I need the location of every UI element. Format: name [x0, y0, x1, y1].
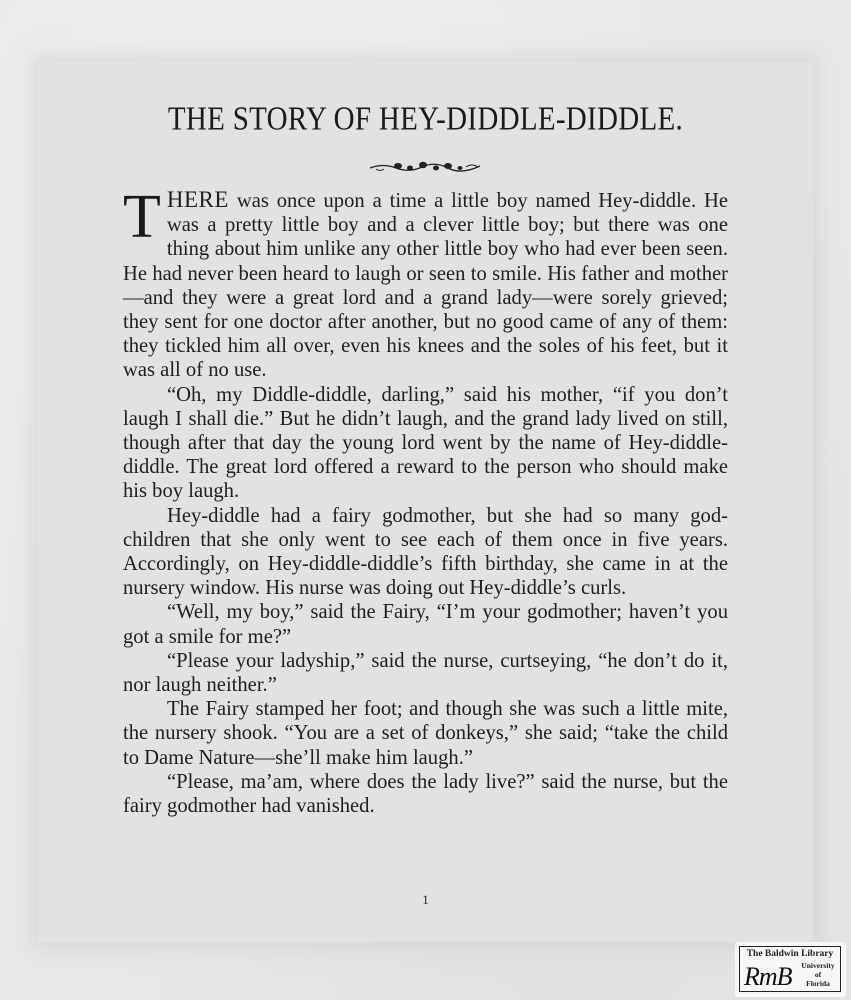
paragraph: “Well, my boy,” said the Fairy, “I’m your godmother; haven’t you got a smile for me?”	[123, 601, 728, 648]
stamp-line: Florida	[806, 979, 830, 988]
lead-word: HERE	[166, 187, 229, 212]
story-body	[123, 183, 728, 818]
stamp-university	[798, 961, 838, 988]
library-stamp	[735, 942, 846, 997]
paragraph: Hey-diddle had a fairy godmother, but she had so many god-children that she only went to see each of them once in five years. Accordingly, on Hey-diddle-diddle’s fifth birthday, she came in at the nursery window. His nurse was doing out Hey-diddle’s curls.	[123, 504, 728, 600]
paragraph: “Please, ma’am, where does the lady live?” said the nurse, but the fairy godmother had vanished.	[123, 770, 728, 818]
paragraph: The Fairy stamped her foot; and though she was such a little mite, the nursery shook. “You are a set of donkeys,” she said; “take the child to Dame Nature—she’ll make him laugh.”	[123, 698, 728, 769]
paragraph-text: was once upon a time a little boy named Hey-diddle. He was a pretty little boy and a clever little boy; but there was one thing about him unlike any other little boy who had ever been seen. He had never been heard to laugh or seen to smile. His father and mother—and they were a great lord and a grand lady—were sorely grieved; they sent for one doctor after another, but no good came of any of them: they tickled him all over, even his knees and the soles of his feet, but it was all of no use.	[123, 190, 728, 382]
drop-cap: T	[123, 183, 161, 251]
paragraph	[123, 183, 728, 383]
stamp-border	[739, 946, 841, 992]
paragraph: “Please your ladyship,” said the nurse, curtseying, “he don’t do it, nor laugh neither.”	[123, 649, 728, 697]
paragraph: “Oh, my Diddle-diddle, darling,” said his mother, “if you don’t laugh I shall die.” But he didn’t laugh, and the grand lady lived on still, though after that day the young lord went by the name of Hey-diddle-diddle. The great lord offered a reward to the person who should make his boy laugh.	[123, 383, 728, 503]
stamp-line: of	[814, 970, 822, 979]
story-title: THE STORY OF HEY-DIDDLE-DIDDLE.	[167, 100, 684, 138]
stamp-library-name: The Baldwin Library	[746, 949, 834, 959]
stamp-line: University	[801, 961, 835, 970]
stamp-logo: RmB	[744, 962, 792, 991]
vine-ornament-icon	[368, 158, 483, 176]
page-number: 1	[422, 892, 429, 907]
